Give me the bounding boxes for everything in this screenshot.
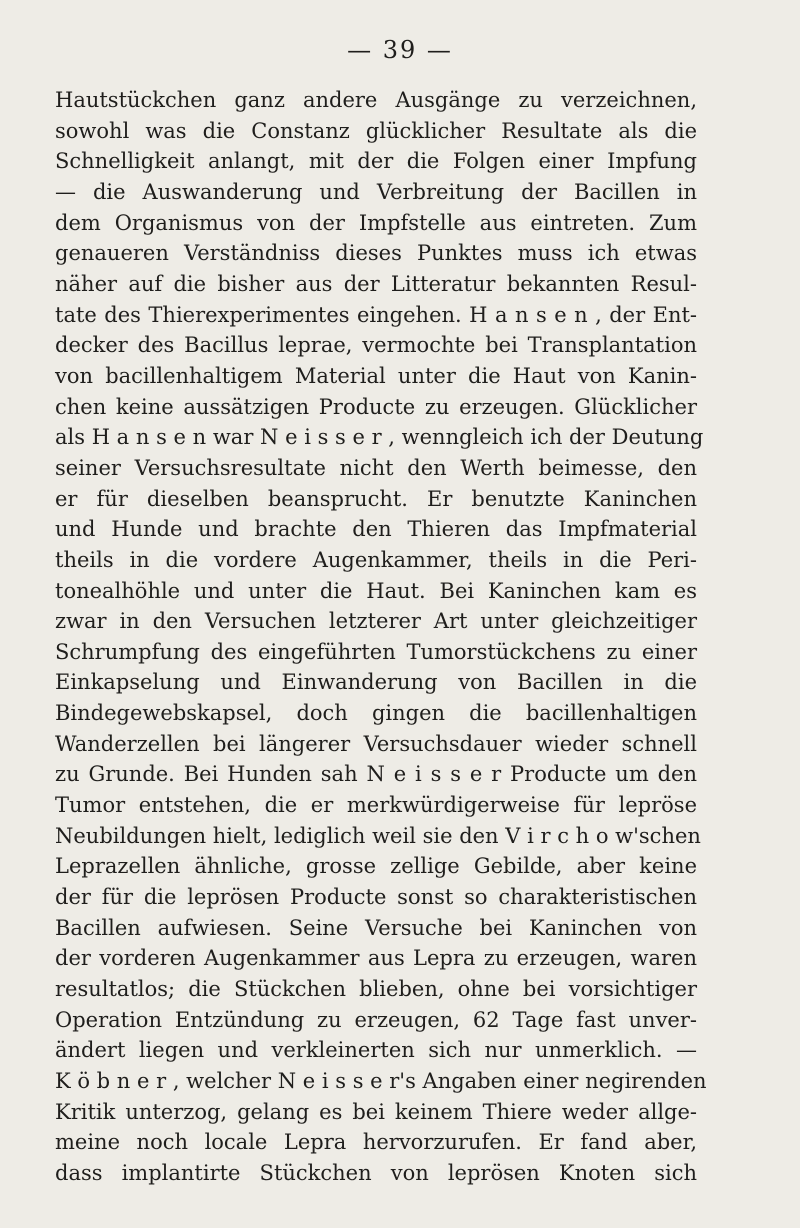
text-line: zu Grunde. Bei Hunden sah N e i s s e r Producte um den [55,762,697,787]
text-line: von bacillenhaltigem Material unter die Haut von Kanin- [55,363,697,388]
text-line: chen keine aussätzigen Producte zu erzeugen. Glücklicher [55,394,697,419]
text-line: der vorderen Augenkammer aus Lepra zu erzeugen, waren [55,946,697,971]
text-line: Wanderzellen bei längerer Versuchsdauer wieder schnell [55,731,697,756]
text-line: Leprazellen ähnliche, grosse zellige Gebilde, aber keine [55,854,697,879]
text-line: Bacillen aufwiesen. Seine Versuche bei Kaninchen von [55,915,697,940]
text-line: Bindegewebskapsel, doch gingen die bacillenhaltigen [55,701,697,726]
text-line: Schnelligkeit anlangt, mit der die Folgen einer Impfung [55,149,697,174]
text-line: meine noch locale Lepra hervorzurufen. Er fand aber, [55,1130,697,1155]
text-line: Operation Entzündung zu erzeugen, 62 Tage fast unver- [55,1007,697,1032]
text-line: der für die leprösen Producte sonst so charakteristischen [55,885,697,910]
text-line: er für dieselben beansprucht. Er benutzte Kaninchen [55,486,697,511]
text-line: zwar in den Versuchen letzterer Art unter gleichzeitiger [55,609,697,634]
text-line: Kritik unterzog, gelang es bei keinem Thiere weder allge- [55,1099,697,1124]
text-line: näher auf die bisher aus der Litteratur bekannten Resul- [55,271,697,296]
text-line: — die Auswanderung und Verbreitung der Bacillen in [55,179,697,204]
text-line: und Hunde und brachte den Thieren das Impfmaterial [55,517,697,542]
text-line: Neubildungen hielt, lediglich weil sie den V i r c h o w'schen [55,823,701,848]
text-line: Einkapselung und Einwanderung von Bacillen in die [55,670,697,695]
text-line: resultatlos; die Stückchen blieben, ohne bei vorsichtiger [55,977,697,1002]
text-line: dass implantirte Stückchen von leprösen Knoten sich [55,1160,697,1185]
text-line: theils in die vordere Augenkammer, theils in die Peri- [55,547,697,572]
text-line: sowohl was die Constanz glücklicher Resultate als die [55,118,697,143]
text-line: ändert liegen und verkleinerten sich nur unmerklich. — [55,1038,697,1063]
text-line: Schrumpfung des eingeführten Tumorstückchens zu einer [55,639,697,664]
page-number: — 39 — [347,36,453,64]
text-line: als H a n s e n war N e i s s e r , wenngleich ich der Deutung [55,425,704,450]
text-line: Tumor entstehen, die er merkwürdigerweise für lepröse [55,793,697,818]
text-line: K ö b n e r , welcher N e i s s e r's Angaben einer negirenden [55,1069,707,1093]
text-line: tate des Thierexperimentes eingehen. H a n s e n , der Ent- [55,302,697,327]
body-text [55,85,707,1189]
text-line: tonealhöhle und unter die Haut. Bei Kaninchen kam es [55,578,697,603]
text-line: decker des Bacillus leprae, vermochte bei Transplantation [55,333,697,358]
text-line: Hautstückchen ganz andere Ausgänge zu verzeichnen, [55,88,697,112]
text-line: dem Organismus von der Impfstelle aus eintreten. Zum [55,210,697,235]
text-line: seiner Versuchsresultate nicht den Werth beimesse, den [55,455,697,480]
text-line: genaueren Verständniss dieses Punktes muss ich etwas [55,241,697,266]
